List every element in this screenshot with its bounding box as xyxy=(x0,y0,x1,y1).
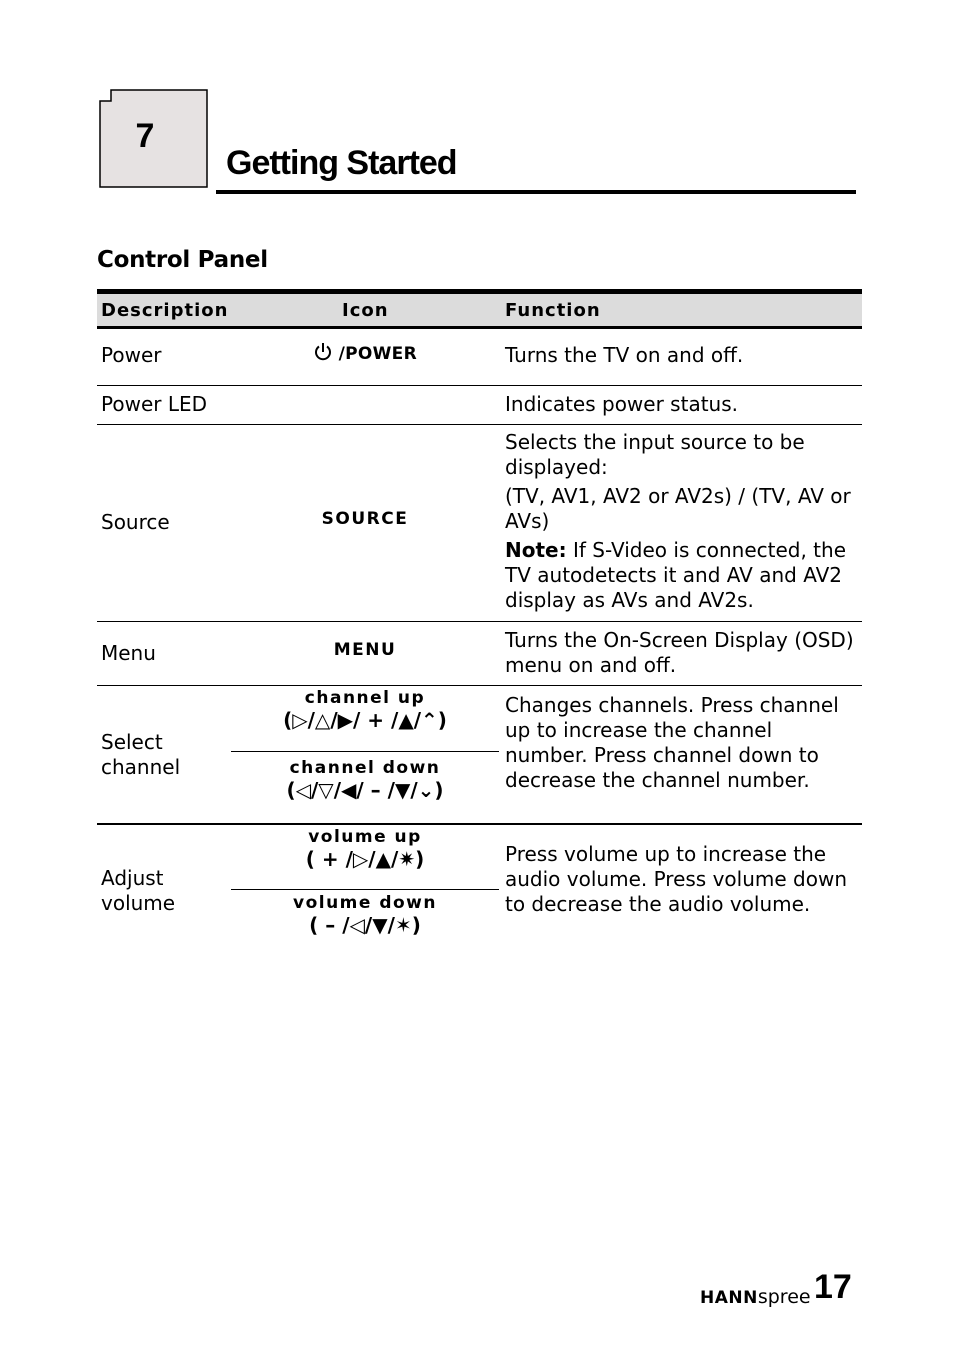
note xyxy=(505,538,860,613)
header-function: Function xyxy=(505,300,601,321)
separator: / xyxy=(330,708,338,732)
channel-down-group xyxy=(231,758,499,802)
section-heading: Control Panel xyxy=(97,247,268,273)
row-function xyxy=(505,430,860,613)
title-rule xyxy=(216,190,856,194)
sub-divider xyxy=(231,889,499,890)
paren: ) xyxy=(415,847,425,871)
power-label: /POWER xyxy=(338,344,417,364)
note-text: If S-Video is connected, the TV autodetects it and AV and AV2 display as AVs and AV2s. xyxy=(505,538,846,612)
description-line: channel xyxy=(101,755,181,779)
row-description: Power xyxy=(101,343,162,367)
sun-large-icon: ✷ xyxy=(398,847,416,871)
channel-up-label: channel up xyxy=(304,688,426,708)
triangle-up-filled-icon: ▲ xyxy=(398,708,414,732)
separator: / xyxy=(387,913,395,937)
control-panel-table xyxy=(97,289,862,955)
channel-up-group xyxy=(231,688,499,732)
row-function: Indicates power status. xyxy=(505,392,738,416)
row-description: Power LED xyxy=(101,392,208,416)
triangle-down-outline-icon: ▽ xyxy=(318,778,334,802)
brand-light: spree xyxy=(757,1286,811,1308)
volume-up-group xyxy=(231,827,499,871)
triangle-down-filled-icon: ▼ xyxy=(394,778,411,802)
row-function: Turns the On-Screen Display (OSD) menu on and off. xyxy=(505,628,854,677)
separator: / xyxy=(333,778,341,802)
page-number: 17 xyxy=(814,1268,852,1306)
brand-bold: HANN xyxy=(700,1288,758,1308)
separator: / xyxy=(410,778,418,802)
note-label: Note: xyxy=(505,538,567,562)
function-line: Selects the input source to be displayed: xyxy=(505,430,805,479)
chevron-up-icon: ⌃ xyxy=(421,708,438,732)
minus-separator: / – / xyxy=(356,778,395,802)
triangle-up-outline-icon: △ xyxy=(314,708,331,732)
row-function: Press volume up to increase the audio volume. Press volume down to decrease the audio volume. xyxy=(505,842,847,916)
volume-down-group xyxy=(231,893,499,937)
table-row xyxy=(97,386,862,425)
menu-button-label: MENU xyxy=(333,640,397,660)
separator: / xyxy=(391,847,399,871)
triangle-left-outline-icon: ◁ xyxy=(295,778,311,802)
source-button-label: SOURCE xyxy=(321,509,409,529)
paren: ( xyxy=(286,778,296,802)
volume-up-label: volume up xyxy=(308,827,422,847)
description-line: volume xyxy=(101,891,176,915)
table-row xyxy=(97,825,862,955)
volume-up-symbols xyxy=(231,847,499,871)
paren: ) xyxy=(434,778,444,802)
plus-prefix: ( + / xyxy=(305,847,353,871)
volume-down-label: volume down xyxy=(292,893,437,913)
power-icon xyxy=(313,344,339,363)
row-description xyxy=(101,730,180,780)
table-row xyxy=(97,622,862,686)
plus-separator: / + / xyxy=(353,708,399,732)
triangle-right-outline-icon: ▷ xyxy=(292,708,308,732)
row-description xyxy=(101,866,175,916)
power-button-label xyxy=(231,342,499,364)
separator: / xyxy=(413,708,422,732)
header-description: Description xyxy=(101,300,229,321)
paren: ( xyxy=(283,708,293,732)
channel-up-symbols xyxy=(231,708,499,732)
row-description: Menu xyxy=(101,641,156,665)
sub-divider xyxy=(231,751,499,752)
chevron-down-icon: ⌄ xyxy=(417,778,435,802)
table-header xyxy=(97,289,862,329)
volume-down-symbols xyxy=(231,913,499,937)
table-row xyxy=(97,425,862,622)
chapter-number: 7 xyxy=(135,117,155,155)
header-icon: Icon xyxy=(342,300,389,321)
minus-prefix: ( – / xyxy=(309,913,350,937)
brand-logo xyxy=(700,1286,811,1308)
row-function: Turns the TV on and off. xyxy=(505,343,744,367)
separator: / xyxy=(368,847,376,871)
triangle-up-filled-icon: ▲ xyxy=(375,847,391,871)
triangle-left-filled-icon: ◀ xyxy=(341,778,357,802)
chapter-title: Getting Started xyxy=(226,144,457,182)
function-line: (TV, AV1, AV2 or AV2s) / (TV, AV or AVs) xyxy=(505,484,851,533)
triangle-left-outline-icon: ◁ xyxy=(349,913,365,937)
paren: ) xyxy=(411,913,421,937)
triangle-right-filled-icon: ▶ xyxy=(337,708,354,732)
channel-down-symbols xyxy=(231,778,499,802)
channel-down-label: channel down xyxy=(289,758,441,778)
separator: / xyxy=(364,913,373,937)
separator: / xyxy=(310,778,319,802)
table-row xyxy=(97,686,862,825)
table-row xyxy=(97,329,862,386)
paren: ) xyxy=(437,708,447,732)
chapter-tab xyxy=(99,89,207,187)
sun-small-icon: ✶ xyxy=(394,913,412,937)
description-line: Adjust xyxy=(101,866,164,890)
description-line: Select xyxy=(101,730,163,754)
row-function: Changes channels. Press channel up to increase the channel number. Press channel down to decrease the channel number. xyxy=(505,693,839,792)
triangle-right-outline-icon: ▷ xyxy=(352,847,369,871)
row-description: Source xyxy=(101,510,170,534)
separator: / xyxy=(307,708,315,732)
triangle-down-filled-icon: ▼ xyxy=(372,913,388,937)
